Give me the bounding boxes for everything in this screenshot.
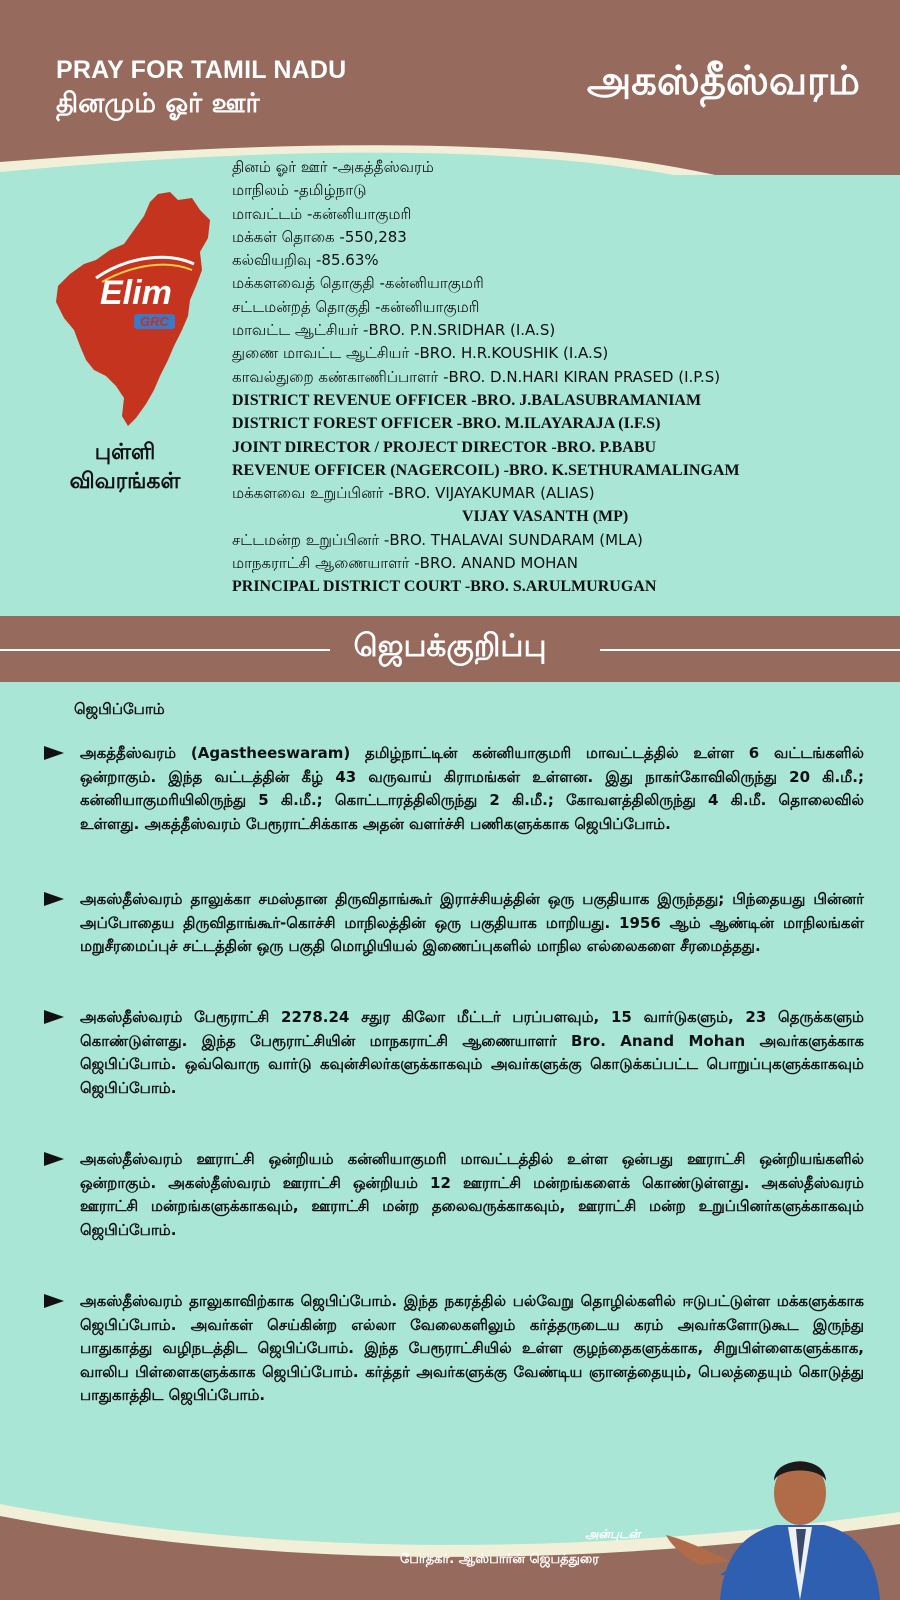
prayer-text: அகஸ்தீஸ்வரம் பேரூராட்சி 2278.24 சதுர கிலோ மீட்டர் பரப்பளவும், 15 வார்டுகளும், 23 தெருக்களும் கொண்டுள்ளது. இந்த பேரூராட்சியின் மாநகராட்சி ஆணையாளர் Bro. Anand Mohan அவர்களுக்காக ஜெபிப்போம். ஒவ்வொரு வார்டு கவுன்சிலர்களுக்காகவும் அவர்களுக்கு கொடுக்கப்பட்ட பொறுப்புகளுக்காகவும் ஜெபிப்போம். (80, 1008, 864, 1097)
side-label-line2: விவரங்கள் (69, 469, 181, 494)
prayer-item (44, 742, 864, 836)
info-row: காவல்துறை கண்காணிப்பாளர் -BRO. D.N.HARI KIRAN PRASED (I.P.S) (232, 367, 721, 386)
info-row: மக்களவைத் தொகுதி -கன்னியாகுமரி (232, 274, 484, 293)
play-arrow-icon (44, 1294, 64, 1308)
info-row: DISTRICT FOREST OFFICER -BRO. M.ILAYARAJA (I.F.S) (232, 415, 661, 433)
info-row: DISTRICT REVENUE OFFICER -BRO. J.BALASUBRAMANIAM (232, 391, 702, 409)
info-row: மக்களவை உறுப்பினர் -BRO. VIJAYAKUMAR (ALIAS) (232, 484, 595, 503)
info-row: JOINT DIRECTOR / PROJECT DIRECTOR -BRO. P.BABU (232, 438, 657, 456)
info-list (232, 156, 882, 599)
section-lead: ஜெபிப்போம் (74, 700, 165, 718)
brand-tamil: தினமும் ஓர் ஊர் (56, 88, 260, 119)
section-bar (0, 616, 900, 682)
info-row: துணை மாவட்ட ஆட்சியர் -BRO. H.R.KOUSHIK (I.A.S) (232, 344, 609, 363)
play-arrow-icon (44, 1152, 64, 1166)
logo-name: Elim (100, 274, 172, 312)
pastor-photo (660, 1415, 900, 1600)
side-label-line1: புள்ளி (94, 440, 156, 465)
side-label (40, 438, 210, 496)
play-arrow-icon (44, 892, 64, 906)
info-row: VIJAY VASANTH (MP) (462, 508, 629, 526)
prayer-text: அகஸ்தீஸ்வரம் தாலுக்கா சமஸ்தான திருவிதாங்கூர் இராச்சியத்தின் ஒரு பகுதியாக இருந்தது; பிந்தையது பின்னர் அப்போதைய திருவிதாங்கூர்-கொச்சி மாநிலத்தின் ஒரு பகுதியாக மாறியது. 1956 ஆம் ஆண்டின் மாநிலங்கள் மறுசீரமைப்புச் சட்டத்தின் ஒரு பகுதி மொழியியல் இணைப்புகளில் மாநில எல்லைகளை சீரமைத்தது. (80, 890, 864, 955)
signature-greeting: அன்புடன் (585, 1527, 641, 1541)
prayer-text: அகஸ்தீஸ்வரம் தாலுகாவிற்காக ஜெபிப்போம். இந்த நகரத்தில் பல்வேறு தொழில்களில் ஈடுபட்டுள்ள மக்களுக்காக ஜெபிப்போம். அவர்கள் செய்கின்ற எல்லா வேலைகளிலும் கர்த்தருடைய கரம் அவர்களோடுகூட இருந்து பாதுகாத்து வழிநடத்திட ஜெபிப்போம். இந்த பேரூராட்சியில் உள்ள குழந்தைகளுக்காக, சிறுபிள்ளைகளுக்காக, வாலிப பிள்ளைகளுக்காக ஜெபிப்போம். கர்த்தர் அவர்களுக்கு வேண்டிய ஞானத்தையும், பெலத்தையும் கொடுத்து பாதுகாத்திட ஜெபிப்போம். (80, 1292, 864, 1404)
section-title: ஜெபக்குறிப்பு (353, 628, 547, 664)
info-row: தினம் ஓர் ஊர் -அகத்தீஸ்வரம் (232, 158, 434, 176)
play-arrow-icon (44, 746, 64, 760)
info-row: மாவட்டம் -கன்னியாகுமரி (232, 204, 412, 223)
prayer-item (44, 1006, 864, 1100)
info-row: மாவட்ட ஆட்சியர் -BRO. P.N.SRIDHAR (I.A.S) (232, 321, 556, 340)
prayer-item (44, 1148, 864, 1242)
play-arrow-icon (44, 1010, 64, 1024)
info-row: PRINCIPAL DISTRICT COURT -BRO. S.ARULMURUGAN (232, 578, 657, 596)
info-row: சட்டமன்ற உறுப்பினர் -BRO. THALAVAI SUNDARAM (MLA) (232, 530, 643, 549)
signature-name: போதகர். ஆஸ்பார்ன் ஜெபத்துரை (400, 1552, 599, 1567)
info-row: மாநிலம் -தமிழ்நாடு (232, 181, 367, 200)
person-icon (660, 1415, 900, 1600)
prayer-item (44, 1290, 864, 1408)
header (0, 0, 900, 175)
info-row: மக்கள் தொகை -550,283 (232, 227, 407, 246)
tamil-nadu-map (50, 190, 220, 430)
prayer-text: அகஸ்தீஸ்வரம் ஊராட்சி ஒன்றியம் கன்னியாகுமரி மாவட்டத்தில் உள்ள ஒன்பது ஊராட்சி ஒன்றியங்களில் ஒன்றாகும். அகஸ்தீஸ்வரம் ஊராட்சி ஒன்றியம் 12 ஊராட்சி மன்றங்களைக் கொண்டுள்ளது. அகஸ்தீஸ்வரம் ஊராட்சி மன்றங்களுக்காகவும், ஊராட்சி மன்ற தலைவருக்காகவும், ஊராட்சி மன்ற உறுப்பினர்களுக்காகவும் ஜெபிப்போம். (80, 1150, 864, 1239)
prayer-item (44, 888, 864, 959)
brand-english: PRAY FOR TAMIL NADU (56, 56, 347, 84)
info-row: கல்வியறிவு -85.63% (232, 251, 379, 270)
page-title: அகஸ்தீஸ்வரம் (586, 58, 860, 104)
info-row: சட்டமன்றத் தொகுதி -கன்னியாகுமரி (232, 297, 480, 316)
info-row: REVENUE OFFICER (NAGERCOIL) -BRO. K.SETHURAMALINGAM (232, 461, 740, 479)
prayer-text: அகத்தீஸ்வரம் (Agastheeswaram) தமிழ்நாட்டின் கன்னியாகுமரி மாவட்டத்தில் உள்ள 6 வட்டங்களில் ஒன்றாகும். இந்த வட்டத்தின் கீழ் 43 வருவாய் கிராமங்கள் உள்ளன. இது நாகர்கோவிலிருந்து 20 கி.மீ.; கன்னியாகுமரியிலிருந்து 5 கி.மீ.; கொட்டாரத்திலிருந்து 2 கி.மீ.; கோவளத்திலிருந்து 4 கி.மீ. தொலைவில் உள்ளது. அகத்தீஸ்வரம் பேரூராட்சிக்காக அதன் வளர்ச்சி பணிகளுக்காக ஜெபிப்போம். (80, 744, 864, 833)
info-row: மாநகராட்சி ஆணையாளர் -BRO. ANAND MOHAN (232, 554, 578, 573)
logo-sub: GRC (134, 314, 175, 329)
